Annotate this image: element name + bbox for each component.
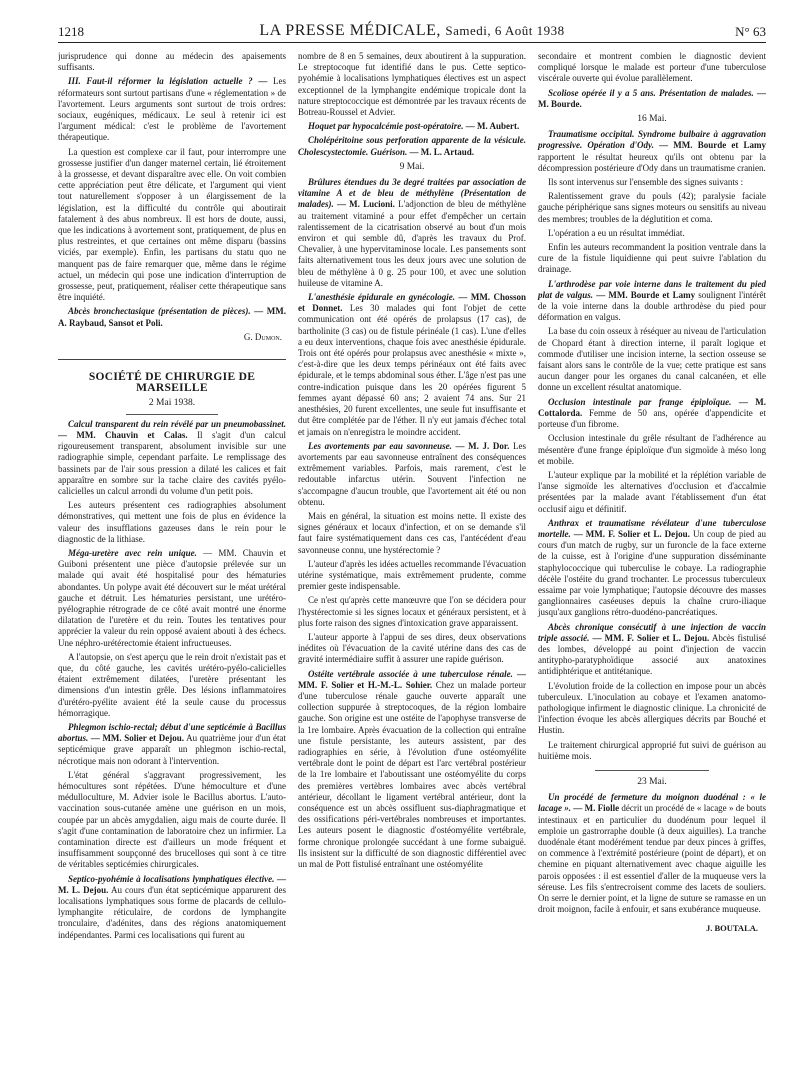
paragraph: Ils sont intervenus sur l'ensemble des signes suivants : (548, 177, 744, 188)
communication-authors: — M. Cottalorda. (538, 396, 766, 418)
issue-number: N° 63 (735, 24, 766, 39)
communication-authors: — MM. A. Raybaud, Sansot et Poli. (58, 306, 286, 328)
paragraph-text: Chez un malade porteur d'une tuberculose rénale gauche ouverte apparaît une collection suppurée à streptocoques, de la région lombaire gauche. Son origine est une ostéite de l'apophyse transverse de la 1re lombaire. Après évacuation de la collection qui entraîne une fistule persistante, les auteurs assistent, par des radiographies en série, à l'évolution d'une ostéomyélite vertébrale dont le point de départ est l'arc vertébral postérieur de la 1re lombaire et l'aboutissant une ostéomyélite du corps des premières vertèbres lombaires avec abcès vertébral antérieur, décollant le ligament vertébral antérieur, dont la conséquence est un abcès ossifluent sus-diaphragmatique et des ossifications péri-vertébrales nombreuses et importantes. Les auteurs posent le diagnostic d'ostéomyélite vertébrale, forme chronique prolongée succédant à une forme subaiguë. Ils insistent sur la difficulté de son diagnostic différentiel avec un mal de Pott fistulisé entraînant une ostéomyélite (298, 679, 527, 870)
communication-authors: — MM. Bourde et Lamy (659, 140, 766, 151)
signature: J. BOUTALA. (705, 923, 758, 934)
society-heading: SOCIÉTÉ DE CHIRURGIE DE MARSEILLE (58, 359, 286, 394)
communication-authors: — M. Aubert. (465, 121, 520, 132)
paragraph: Enfin les auteurs recommandent la position ventrale dans la cure de la fistule liquidienne qui peut suivre l'ablation du drainage. (538, 242, 766, 275)
communication-title: Abcès bronchectasique (présentation de pièces). (68, 306, 251, 317)
communication (58, 419, 286, 497)
communication (58, 548, 286, 649)
paragraph: secondaire et montrent combien le diagnostic devient compliqué lorsque le malade est porteur d'une tuberculose viscérale ouverte qui évolue parallèlement. (538, 51, 766, 84)
communication-title: Un procédé de fermeture du moignon duodénal : « le lacage ». (538, 792, 766, 814)
communication (58, 722, 286, 767)
column-2 (298, 51, 526, 1071)
paragraph: A l'autopsie, on s'est aperçu que le rein droit n'existait pas et que, du côté gauche, les cavités urétéro-pyélo-calicielles étaient extrêmement dilatées, l'uretère présentant les dimensions d'un intestin grêle. Des lésions inflammatoires d'urétéro-pyélite avaient été la seule cause du processus hémorragique. (58, 651, 286, 718)
communication-title: Abcès chronique consécutif à une injection de vaccin triple associé. (538, 621, 766, 643)
paragraph: Les auteurs présentent ces radiographies absolument démonstratives, qui mettent une fois de plus en évidence la valeur des insufflations gazeuses dans le rein pour le diagnostic de la lithiase. (58, 500, 286, 544)
paragraph: L'auteur explique par la mobilité et la réplétion variable de l'anse sigmoïde les alternatives d'occlusion et d'accalmie présentées par la malade avant l'établissement d'un état occlusif aigu et définitif. (538, 469, 766, 514)
communication-authors: — M. Lucioni. (336, 199, 395, 210)
paragraph: Le traitement chirurgical approprié fut suivi de guérison au huitième mois. (538, 739, 766, 761)
session-date: 16 Mai. (637, 114, 667, 125)
paragraph: La base du coin osseux à réséquer au niveau de l'articulation de Chopard étant à direction interne, il paraît logique et commode d'utiliser une incision interne, la section osseuse se faisant alors sans le contrôle de la vue; cette pratique est sans aucun danger pour les organes du canal calcanéen, et elle donne un excellent résultat anatomique. (538, 326, 766, 393)
communication-title: L'arthrodèse par voie interne dans le traitement du pied plat de valgus. (538, 278, 766, 300)
divider (126, 414, 217, 415)
paragraph: L'opération a eu un résultat immédiat. (548, 227, 685, 238)
paragraph: La question est complexe car il faut, pour interrompre une grossesse justifier d'un danger maternel certain, lié étroitement à la grossesse, et devant disparaître avec elle. On voit combien cette appréciation peut être délicate, et l'argument qui vient tout naturellement s'opposer à un élargissement de la législation, est la difficulté du contrôle qui aboutirait fatalement à des abus nombreux. Il est hors de doute, aussi, que les indications à avortement sont, pratiquement, de plus en plus restreintes, et que certaines ont même disparu (bassins viciés, par exemple). Enfin, les partisans du statu quo ne manquent pas de faire remarquer que, même dans le régime actuel, un médecin qui pose une indication d'interruption de grossesse, peut, pratiquement, réaliser cette thérapeutique sans être inquiété. (58, 146, 286, 303)
paragraph-text: Il s'agit d'un calcul rigoureusement transparent, absolument invisible sur une radiographie simple, cependant parfaite. Le remplissage des bassinets par de l'air sous pression a dilaté les calices et fait apparaître en sombre sur la tache claire des cavités pyélo-calicielles un calcul arrondi du volume d'un petit pois. (58, 429, 287, 496)
communication (538, 792, 766, 915)
paragraph: Occlusion intestinale du grêle résultant de l'adhérence au mésentère d'une frange épiploïque d'un sigmoïde à méso long et mobile. (538, 433, 766, 466)
signature: G. Dumon. (243, 331, 282, 342)
communication-authors: — M. L. Dejou. (58, 873, 286, 895)
paragraph: Ralentissement grave du pouls (42); paralysie faciale gauche périphérique sans signes moteurs ou sensitifs au niveau des membres; troubles de la déglutition et coma. (538, 191, 766, 224)
communication-authors: — MM. Solier et Dejou. (90, 733, 184, 744)
paragraph-text: rapportent le résultat heureux qu'ils ont obtenu par la décompression postérieure d'Ody dans un traumatisme cranien. (538, 151, 766, 173)
paragraph: L'évolution froide de la collection en impose pour un abcès tuberculeux. L'inoculation au cobaye et l'examen anatomo-pathologique infirment le diagnostic clinique. La chronicité de l'infection évoque les abcès allergiques décrits par Bouché et Hustin. (538, 680, 766, 736)
paragraph-text: Au quatrième jour d'un état septicémique grave apparaît un phlegmon ischio-rectal, nécrotique mais non odorant à l'intervention. (58, 733, 287, 766)
issue-date: Samedi, 6 Août 1938 (445, 23, 565, 38)
communication-title: Hoquet par hypocalcémie post-opératoire. (308, 121, 464, 132)
communication-authors: — MM. F. Solier et L. Dejou. (573, 528, 690, 539)
column-3 (538, 51, 766, 1071)
paragraph: jurisprudence qui donne au médecin des apaisements suffisants. (58, 51, 286, 73)
communication-title: Phlegmon ischio-rectal; début d'une septicémie à Bacillus abortus. (58, 721, 286, 744)
communication-title: Septico-pyohémie à localisations lymphatiques élective. (68, 873, 275, 884)
communication-authors: — M. L. Artaud. (409, 146, 475, 157)
paragraph-text: décrit un procédé de « lacage » de bouts intestinaux et en particulier du duodénum pour lequel il emploie un gastrorraphe double (à deux aiguilles). La tranche duodénale étant modérément tendue par deux pinces à griffes, on commence à l'extrémité postérieure (point de départ), et on chemine en piquant alternativement avec chaque aiguille les parois opposées : il est essentiel d'aller de la muqueuse vers la séreuse. Les fils s'entrecroisent comme des lacets de souliers. On serre le dernier point, et la ligne de suture se ramasse en un droit moignon, facile à enfouir, et sans exubérance muqueuse. (538, 803, 766, 915)
paragraph-text: Abcès fistulisé des lombes, développé au point d'injection de vaccin antityphо-paratyphoïdique associé aux anatoxines antidiphtérique et antitétanique. (538, 632, 766, 677)
communication (298, 177, 526, 289)
paragraph: L'auteur d'après les idées actuelles recommande l'évacuation utérine systématique, mais extrêmement prudente, comme premier geste indispensable. (298, 558, 526, 592)
section-heading: III. Faut-il réformer la législation actuelle ? — (68, 76, 268, 87)
paragraph-text: L'adjonction de bleu de méthylène au traitement vitaminé a pour effet d'empêcher un certain ralentissement de la cicatrisation observé au bout d'un mois environ et qui semble dû, d'après les travaux du Prof. Chevalier, à une hypervitaminose locale. Les pansements sont faits alternativement tous les deux jours avec une solution de bleu de méthylène à 0 g. 25 pour 100, et avec une solution huileuse de vitamine A. (298, 199, 527, 288)
paragraph-text: Les réformateurs sont surtout partisans d'une « réglementation » de l'avortement. Leurs arguments sont surtout de trois ordres: sociaux, eugéniques, médicaux. Le seul à retenir ici est l'argument médical: c'est le problème de l'avortement thérapeutique. (58, 76, 286, 143)
communication-title: Calcul transparent du rein révélé par un pneumobassinet. (68, 418, 286, 429)
communication-title: Scoliose opérée il y a 5 ans. Présentation de malades. (548, 87, 754, 98)
communication (298, 135, 526, 157)
text-columns (58, 51, 766, 1071)
communication (538, 129, 766, 174)
paragraph-text: Les avortements par eau savonneuse entraînent des conséquences extrêmement variables. Parfois, mais rarement, c'est le redoutable infarctus utérin. Souvent l'infection ne s'accompagne d'aucun trouble, que l'avortement ait été ou non obtenu. (298, 440, 527, 507)
paragraph: Ce n'est qu'après cette manœuvre que l'on se décidera pour l'hystérectomie si les signes locaux et généraux persistent, et à plus forte raison des signes d'intoxication grave apparaissent. (298, 595, 526, 628)
communication (298, 669, 526, 871)
communication (298, 441, 526, 508)
session-date: 9 Mai. (399, 161, 425, 172)
paragraph (58, 76, 286, 143)
communication-title: Occlusion intestinale par frange épiploïque. (548, 396, 732, 407)
communication (538, 88, 766, 110)
communication-authors: — MM. Chauvin et Calas. (58, 429, 188, 440)
communication-title: Anthrax et traumatisme révélateur d'une tuberculose mortelle. (538, 517, 766, 539)
journal-title-line (58, 22, 766, 40)
paragraph: L'auteur apporte à l'appui de ses dires, deux observations inédites où l'évacuation de la cavité utérine dans des cas de gravité intermédiaire suffit à assurer une rapide guérison. (298, 631, 526, 665)
communication (538, 397, 766, 431)
communication (298, 121, 526, 132)
communication-title: Traumatisme occipital. Syndrome bulbaire à aggravation progressive. Opération d'Ody. (538, 129, 766, 151)
communication (538, 279, 766, 324)
divider (595, 770, 709, 771)
column-1 (58, 51, 286, 1071)
communication-title: Ostéite vertébrale associée à une tuberculose rénale. (308, 668, 513, 679)
journal-title: LA PRESSE MÉDICALE, (259, 22, 441, 39)
communication (298, 292, 526, 438)
paragraph: Mais en général, la situation est moins nette. Il existe des signes généraux et locaux d'infection, et on se demande s'il faut faire systématiquement dans ces cas, l'antécédent d'eau savonneuse connu, une hystérectomie ? (298, 510, 526, 555)
paragraph-text: — MM. Chauvin et Guiboni présentent une pièce d'autopsie prélevée sur un malade qui avait été hospitalisé pour des hématuries abondantes. Un polype avait été découvert sur le méat urétéral gauche et détruit. Les hématuries persistant, une urétéro-pyélographie rétrograde de ce côté avait montré une énorme dilatation de l'uretère et du rein. Toutes les tentatives pour apprécier la valeur du rein opposé avaient abouti à des échecs. Une néphro-urétérectomie étaient infructueuses. (58, 547, 287, 648)
communication (58, 306, 286, 328)
paragraph-text: Les 30 malades qui font l'objet de cette communication ont été opérés de prolapsus (17 cas), de bartholinite (3 cas) ou de fistule périnéale (1 cas). L'une d'elles a eu deux interventions, chaque fois avec anesthésie épidurale. Trois ont été opérés pour prolapsus avec anesthésie « mixte », c'est-à-dire que les deux temps périnéaux ont été faits avec épidurale, et le temps abdominal sous éther. L'âge n'est pas une contre-indication puisque dans les 20 opérées figurent 5 femmes ayant dépassé 60 ans; 2 avaient 74 ans. Sur 21 anesthésies, 20 furent excellentes, une seule fut insuffisante et dut être complétée par de l'éther. Il n'y eut jamais d'échec total et jamais on n'enregistra le moindre accident. (298, 303, 526, 437)
communication-title: Les avortements par eau savonneuse. (308, 440, 452, 451)
communication-title: L'anesthésie épidurale en gynécologie. (308, 292, 455, 303)
communication-title: Cholépéritoine sous perforation apparente de la vésicule. Cholescystectomie. Guérison. (298, 135, 526, 157)
communication-authors: — M. J. Dor. (455, 440, 510, 451)
communication (538, 622, 766, 678)
session-date: 23 Mai. (637, 776, 667, 787)
paragraph-text: Au cours d'un état septicémique apparurent des localisations lymphatiques sous forme de placards de cellulo-lymphangite réticulaire, de cordons de lymphangite tronculaire, d'adénites, dans des régions anatomiquement indépendantes. Parmi ces localisations qui furent au (58, 884, 286, 940)
communication-authors: — MM. Bourde et Lamy (596, 289, 696, 300)
communication-title: Méga-uretère avec rein unique. (68, 547, 197, 558)
page-header (58, 22, 766, 43)
communication-authors: — MM. Chosson et Donnet. (298, 292, 526, 314)
communication-authors: — MM. F. Solier et H.-M.-L. Sohier. (298, 668, 526, 690)
session-date: 2 Mai 1938. (148, 398, 196, 409)
paragraph-text: soulignent l'intérêt de la voie interne dans la double arthrodèse du pied pour déformation en valgus. (538, 289, 766, 323)
communication-title: Brûlures étendues du 3e degré traitées par association de vitamine A et de bleu de méthylène (Présentation de malades). (298, 177, 526, 210)
paragraph: nombre de 8 en 5 semaines, deux aboutirent à la suppuration. Le streptocoque fut identifié dans le pus. Cette septico-pyohémie à localisations lymphatiques électives est un aspect exceptionnel de la lymphangite endémique tropicale dont la nature streptococcique est démontrée par les travaux récents de Botreau-Roussel et Advier. (298, 51, 526, 118)
paragraph-text: Femme de 50 ans, opérée d'appendicite et porteuse d'un fibrome. (538, 407, 766, 430)
communication-authors: — MM. F. Solier et L. Dejou. (592, 632, 710, 643)
communication (58, 874, 286, 941)
communication (538, 518, 766, 619)
communication-authors: — M. Fiolle (573, 803, 620, 814)
communication-authors: — M. Bourde. (538, 87, 766, 109)
page-number: 1218 (58, 24, 84, 39)
paragraph-text: Un coup de pied au cours d'un match de rugby, sur un furoncle de la face externe de la cuisse, est à l'origine d'une suppuration disséminante staphylococcique qui tuberculise le cobaye. La radiographie décèle l'ostéite du grand trochanter. Le processus tuberculeux essaime par voie lymphatique; l'autopsie découvre des masses ganglionnaires caséeuses depuis la chaîne crurо-iliaque jusqu'aux ganglions rétro-duodéno-pancréatiques. (538, 528, 766, 618)
paragraph: L'état général s'aggravant progressivement, les hémocultures sont répétées. D'une hémoculture et d'une médulloculture, M. Advier isole le Bacillus abortus. L'auto-vaccination sous-cutanée amène une guérison en un mois, coupée par un abcès amygdalien, aigu mais de courte durée. Il s'agit d'une contamination de laboratoire chez un infirmier. La contamination directe est d'ailleurs un mode fréquent et insuffisamment soupçonné des brucelloses qui sont à ce titre de véritables septicémies chirurgicales. (58, 769, 286, 870)
